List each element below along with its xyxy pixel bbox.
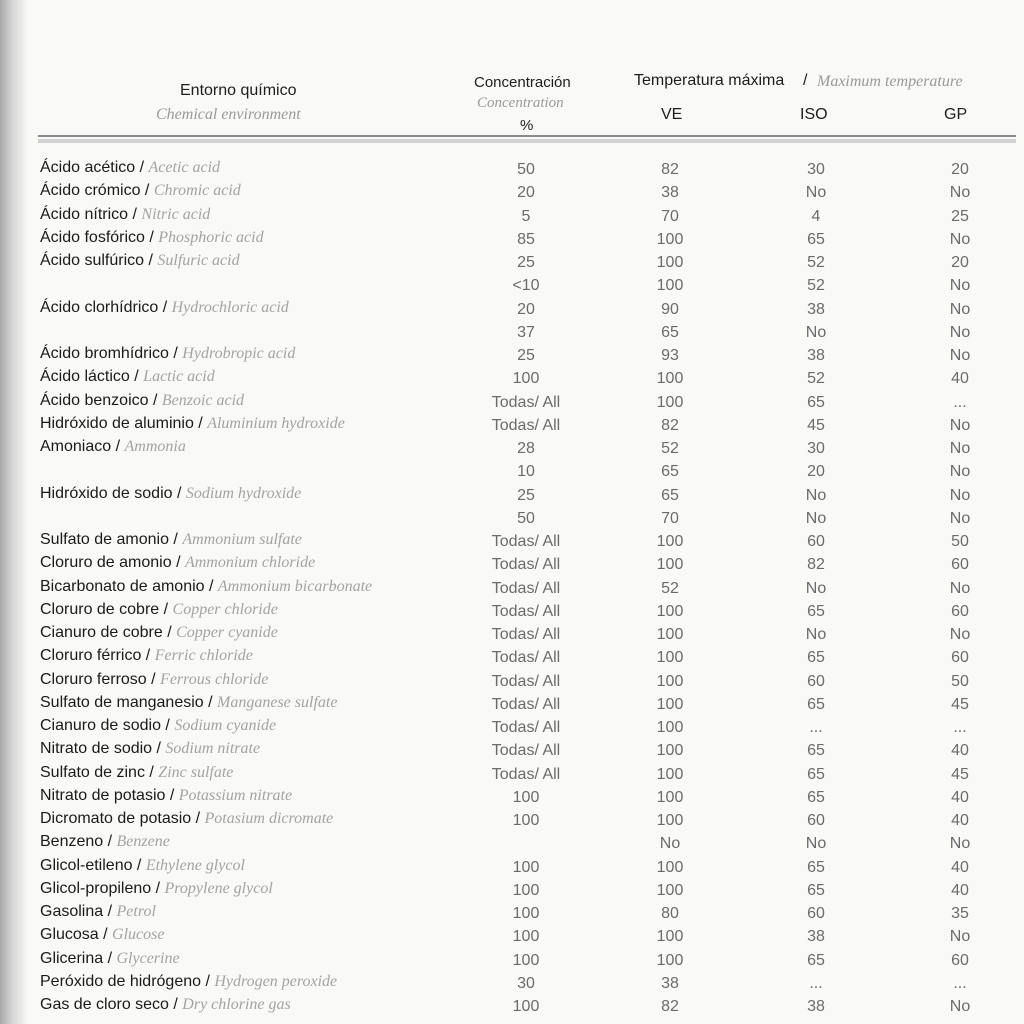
chemical-name-es: Glicol-propileno /: [40, 879, 161, 897]
chemical-name-en: Hydrobropic acid: [182, 345, 296, 362]
header-col-iso: ISO: [800, 106, 828, 123]
table-row: [0, 229, 1024, 252]
concentration-cell: 25: [517, 347, 535, 364]
table-row: [0, 508, 1024, 531]
chemical-name-es: Gas de cloro seco /: [40, 996, 178, 1013]
gp-temp-cell: 40: [951, 858, 969, 876]
concentration-cell: Todas/ All: [491, 765, 561, 783]
chemical-name: [40, 647, 253, 665]
iso-temp-cell: 65: [807, 602, 825, 620]
table-row: [0, 578, 1024, 601]
chemical-name-es: Cianuro de cobre /: [40, 624, 172, 641]
concentration-cell: Todas/ All: [491, 649, 561, 667]
concentration-cell: Todas/ All: [491, 672, 561, 690]
gp-temp-cell: 35: [951, 905, 969, 922]
gp-temp-cell: No: [949, 998, 971, 1015]
chemical-name-en: Dry chlorine gas: [182, 996, 291, 1013]
chemical-name-en: Benzene: [116, 833, 170, 851]
concentration-cell: 100: [512, 928, 540, 946]
chemical-name: [40, 926, 164, 944]
table-row: [0, 903, 1024, 926]
chemical-name-en: Aluminium hydroxide: [207, 414, 345, 432]
concentration-cell: 50: [517, 161, 535, 178]
chemical-name-es: Dicromato de potasio /: [40, 810, 201, 827]
table-row: [0, 810, 1024, 833]
gp-temp-cell: 60: [951, 951, 969, 969]
ve-temp-cell: 52: [661, 579, 679, 597]
chemical-name-es: Sulfato de zinc /: [40, 763, 154, 781]
iso-temp-cell: 60: [807, 905, 825, 922]
table-row: [0, 368, 1024, 391]
concentration-cell: Todas/ All: [491, 416, 561, 434]
concentration-cell: 85: [517, 230, 535, 248]
chemical-name: [40, 252, 240, 270]
chemical-name-en: Potasium dicromate: [204, 810, 334, 827]
chemical-name-es: Ácido crómico /: [40, 182, 150, 200]
iso-temp-cell: 65: [807, 951, 825, 969]
chemical-name-en: Glucose: [112, 926, 165, 944]
chemical-name: [40, 740, 260, 758]
concentration-cell: 100: [512, 858, 540, 876]
chemical-name-en: Copper chloride: [172, 600, 278, 618]
table-row: [0, 694, 1024, 717]
chemical-name: [40, 810, 333, 828]
concentration-cell: 37: [517, 323, 535, 341]
chemical-name-es: Sulfato de manganesio /: [40, 693, 213, 711]
ve-temp-cell: 90: [661, 300, 679, 318]
header-max-temp-separator: /: [803, 72, 808, 89]
table-row: [0, 833, 1024, 856]
table-row: [0, 461, 1024, 484]
ve-temp-cell: 70: [661, 207, 679, 225]
concentration-cell: 25: [517, 486, 535, 504]
gp-temp-cell: 40: [951, 881, 969, 899]
chemical-name-en: Petrol: [116, 903, 156, 920]
chemical-name-en: Sodium nitrate: [165, 740, 261, 758]
chemical-name: [40, 415, 345, 433]
gp-temp-cell: No: [949, 509, 971, 527]
iso-temp-cell: 65: [807, 858, 825, 876]
table-row: [0, 880, 1024, 903]
gp-temp-cell: 50: [951, 672, 969, 690]
gp-temp-cell: 25: [951, 207, 969, 225]
ve-temp-cell: 82: [661, 998, 679, 1015]
gp-temp-cell: 60: [951, 602, 969, 620]
concentration-cell: 50: [517, 509, 535, 527]
chemical-name-en: Chromic acid: [153, 182, 241, 200]
chemical-name-es: Cloruro de cobre /: [40, 600, 169, 618]
concentration-cell: Todas/ All: [491, 393, 561, 411]
header-max-temp-es: Temperatura máxima: [634, 72, 785, 89]
chemical-name-es: Hidróxido de sodio /: [40, 484, 182, 502]
chemical-name: [40, 717, 276, 735]
iso-temp-cell: 65: [807, 788, 825, 806]
header-col-ve: VE: [661, 106, 683, 123]
chemical-name: [40, 973, 337, 991]
concentration-cell: 100: [512, 905, 540, 922]
iso-temp-cell: 60: [807, 812, 825, 829]
ve-temp-cell: 80: [661, 905, 679, 922]
chemical-name-es: Benzeno /: [40, 833, 113, 851]
chemical-name: [40, 601, 278, 619]
table-row: [0, 345, 1024, 368]
concentration-cell: 100: [512, 788, 540, 806]
concentration-cell: Todas/ All: [491, 742, 561, 760]
gp-temp-cell: No: [949, 835, 971, 853]
chemical-name-en: Ammonia: [124, 438, 186, 455]
ve-temp-cell: 100: [656, 649, 684, 667]
concentration-cell: Todas/ All: [491, 556, 561, 574]
iso-temp-cell: 60: [807, 533, 825, 550]
concentration-cell: Todas/ All: [491, 695, 561, 713]
ve-temp-cell: 100: [656, 765, 684, 783]
gp-temp-cell: No: [949, 347, 971, 364]
concentration-cell: Todas/ All: [491, 719, 561, 736]
chemical-name-en: Phosphoric acid: [158, 228, 264, 246]
concentration-cell: 28: [517, 440, 535, 457]
concentration-cell: 10: [517, 463, 535, 481]
table-row: [0, 438, 1024, 461]
table-row: [0, 973, 1024, 996]
ve-temp-cell: 100: [656, 812, 684, 829]
table-row: [0, 787, 1024, 810]
header-concentration-unit: %: [520, 117, 534, 134]
ve-temp-cell: 65: [661, 323, 679, 341]
iso-temp-cell: 82: [807, 556, 825, 574]
table-row: [0, 252, 1024, 275]
chemical-name-es: Glicerina /: [40, 949, 113, 967]
table-row: [0, 671, 1024, 694]
chemical-name-en: Zinc sulfate: [158, 763, 234, 781]
iso-temp-cell: No: [805, 835, 827, 853]
chemical-name-es: Ácido sulfúrico /: [40, 252, 153, 269]
chemical-name-es: Ácido nítrico /: [40, 205, 137, 223]
gp-temp-cell: 40: [951, 370, 969, 388]
table-row: [0, 415, 1024, 438]
concentration-cell: Todas/ All: [491, 579, 561, 597]
iso-temp-cell: 52: [807, 370, 825, 388]
ve-temp-cell: 100: [656, 556, 684, 574]
iso-temp-cell: No: [805, 579, 827, 597]
header-max-temp-en: Maximum temperature: [817, 73, 963, 90]
iso-temp-cell: ...: [809, 719, 823, 736]
chemical-name-en: Ammonium bicarbonate: [217, 577, 373, 595]
chemical-name-es: Ácido acético /: [40, 159, 145, 176]
concentration-cell: Todas/ All: [491, 602, 561, 620]
chemical-name-es: Ácido bromhídrico /: [40, 345, 178, 362]
gp-temp-cell: No: [949, 230, 971, 248]
chemical-name-es: Bicarbonato de amonio /: [40, 577, 214, 595]
concentration-cell: Todas/ All: [491, 533, 561, 550]
iso-temp-cell: 38: [807, 300, 825, 318]
concentration-cell: 20: [517, 184, 535, 202]
ve-temp-cell: 100: [656, 928, 684, 946]
chemical-name-en: Lactic acid: [143, 368, 215, 386]
concentration-cell: 100: [512, 812, 540, 829]
chemical-name: [40, 438, 186, 456]
chemical-name: [40, 857, 245, 875]
chemical-name: [40, 392, 244, 410]
chemical-name-en: Glycerine: [116, 949, 180, 967]
chemical-name: [40, 903, 156, 921]
concentration-cell: Todas/ All: [491, 626, 561, 643]
concentration-cell: 25: [517, 254, 535, 271]
gp-temp-cell: No: [949, 300, 971, 318]
concentration-cell: 20: [517, 300, 535, 318]
ve-temp-cell: 100: [656, 881, 684, 899]
chemical-name-en: Ethylene glycol: [145, 856, 245, 874]
table-row: [0, 392, 1024, 415]
chemical-name: [40, 345, 295, 363]
table-row: [0, 182, 1024, 205]
header-environment-en: Chemical environment: [156, 106, 301, 123]
chemical-name-es: Cloruro de amonio /: [40, 554, 181, 572]
iso-temp-cell: 60: [807, 672, 825, 690]
chemical-name: [40, 694, 337, 712]
chemical-name-en: Ammonium chloride: [184, 554, 316, 572]
gp-temp-cell: 40: [951, 788, 969, 806]
gp-temp-cell: 50: [951, 533, 969, 550]
table-row: [0, 159, 1024, 182]
chemical-name-en: Hydrogen peroxide: [214, 972, 338, 990]
chemical-name-en: Nitric acid: [141, 205, 211, 223]
iso-temp-cell: 65: [807, 765, 825, 783]
ve-temp-cell: 100: [656, 626, 684, 643]
ve-temp-cell: 100: [656, 254, 684, 271]
table-row: [0, 322, 1024, 345]
ve-temp-cell: 100: [656, 602, 684, 620]
ve-temp-cell: 100: [656, 672, 684, 690]
gp-temp-cell: No: [949, 579, 971, 597]
chemical-name-es: Amoniaco /: [40, 438, 121, 455]
chemical-name-es: Nitrato de potasio /: [40, 786, 175, 804]
table-row: [0, 531, 1024, 554]
concentration-cell: 30: [517, 974, 535, 992]
chemical-name: [40, 578, 372, 596]
chemical-name-es: Cianuro de sodio /: [40, 717, 170, 734]
gp-temp-cell: 60: [951, 649, 969, 667]
iso-temp-cell: 38: [807, 928, 825, 946]
chemical-name-en: Ammonium sulfate: [182, 531, 302, 548]
chemical-name-en: Copper cyanide: [176, 624, 278, 641]
chemical-name-es: Glucosa /: [40, 926, 108, 944]
iso-temp-cell: 65: [807, 881, 825, 899]
table-row: [0, 717, 1024, 740]
ve-temp-cell: 100: [656, 370, 684, 388]
iso-temp-cell: No: [805, 323, 827, 341]
ve-temp-cell: 38: [661, 974, 679, 992]
header-concentration-es: Concentración: [474, 74, 571, 91]
chemical-name-en: Acetic acid: [148, 159, 221, 176]
concentration-cell: 5: [521, 207, 531, 225]
chemical-name-en: Potassium nitrate: [178, 786, 293, 804]
table-row: [0, 996, 1024, 1019]
ve-temp-cell: 100: [656, 719, 684, 736]
concentration-cell: <10: [512, 277, 540, 295]
table-row: [0, 624, 1024, 647]
ve-temp-cell: 82: [661, 161, 679, 178]
chemical-name-es: Ácido láctico /: [40, 368, 139, 386]
ve-temp-cell: 65: [661, 463, 679, 481]
chemical-name-es: Ácido fosfórico /: [40, 228, 154, 246]
ve-temp-cell: 100: [656, 230, 684, 248]
gp-temp-cell: No: [949, 416, 971, 434]
ve-temp-cell: 65: [661, 486, 679, 504]
gp-temp-cell: No: [949, 184, 971, 202]
iso-temp-cell: 65: [807, 695, 825, 713]
ve-temp-cell: 100: [656, 788, 684, 806]
chemical-name-en: Sodium hydroxide: [185, 484, 302, 502]
iso-temp-cell: ...: [809, 974, 823, 992]
chemical-name-es: Ácido benzoico /: [40, 391, 158, 409]
ve-temp-cell: 93: [661, 347, 679, 364]
ve-temp-cell: 70: [661, 509, 679, 527]
gp-temp-cell: 60: [951, 556, 969, 574]
chemical-name: [40, 764, 233, 782]
table-row: [0, 764, 1024, 787]
chemical-name-en: Sulfuric acid: [157, 252, 240, 269]
concentration-cell: 100: [512, 370, 540, 388]
iso-temp-cell: 65: [807, 742, 825, 760]
iso-temp-cell: 30: [807, 440, 825, 457]
chemical-name-en: Manganese sulfate: [217, 693, 338, 711]
iso-temp-cell: 52: [807, 254, 825, 271]
gp-temp-cell: 45: [951, 695, 969, 713]
chemical-name-es: Cloruro ferroso /: [40, 670, 156, 688]
ve-temp-cell: 100: [656, 951, 684, 969]
gp-temp-cell: No: [949, 277, 971, 295]
chemical-name: [40, 880, 273, 898]
chemical-name-en: Hydrochloric acid: [171, 298, 289, 316]
ve-temp-cell: No: [659, 835, 681, 853]
iso-temp-cell: 20: [807, 463, 825, 481]
iso-temp-cell: 38: [807, 998, 825, 1015]
gp-temp-cell: No: [949, 440, 971, 457]
gp-temp-cell: ...: [953, 974, 967, 992]
ve-temp-cell: 100: [656, 533, 684, 550]
chemical-name-en: Propylene glycol: [164, 879, 273, 897]
gp-temp-cell: No: [949, 626, 971, 643]
header-divider: [38, 135, 1016, 137]
table-row: [0, 857, 1024, 880]
gp-temp-cell: 20: [951, 254, 969, 271]
chemical-name-es: Nitrato de sodio /: [40, 740, 161, 758]
chemical-name: [40, 485, 301, 503]
table-row: [0, 206, 1024, 229]
chemical-name: [40, 368, 215, 386]
chemical-name-en: Ferrous chloride: [160, 670, 269, 688]
ve-temp-cell: 100: [656, 277, 684, 295]
gp-temp-cell: No: [949, 323, 971, 341]
table-row: [0, 647, 1024, 670]
iso-temp-cell: 65: [807, 393, 825, 411]
gp-temp-cell: No: [949, 463, 971, 481]
chemical-name-en: Sodium cyanide: [174, 717, 277, 734]
iso-temp-cell: 65: [807, 649, 825, 667]
iso-temp-cell: No: [805, 184, 827, 202]
chemical-name: [40, 787, 292, 805]
gp-temp-cell: No: [949, 928, 971, 946]
iso-temp-cell: 65: [807, 230, 825, 248]
table-row: [0, 601, 1024, 624]
header-concentration-en: Concentration: [477, 95, 564, 111]
gp-temp-cell: 20: [951, 161, 969, 178]
chemical-name: [40, 554, 315, 572]
ve-temp-cell: 100: [656, 858, 684, 876]
table-row: [0, 554, 1024, 577]
iso-temp-cell: No: [805, 509, 827, 527]
chemical-name-es: Hidróxido de aluminio /: [40, 414, 203, 432]
chemical-name-en: Benzoic acid: [161, 391, 245, 409]
concentration-cell: 100: [512, 951, 540, 969]
chemical-name: [40, 950, 180, 968]
chemical-name-es: Sulfato de amonio /: [40, 531, 178, 548]
chemical-name-en: Ferric chloride: [154, 647, 253, 665]
table-row: [0, 275, 1024, 298]
chemical-name-es: Ácido clorhídrico /: [40, 298, 168, 316]
iso-temp-cell: 52: [807, 277, 825, 295]
ve-temp-cell: 52: [661, 440, 679, 457]
gp-temp-cell: ...: [953, 393, 967, 411]
chemical-name: [40, 671, 268, 689]
table-row: [0, 740, 1024, 763]
table-row: [0, 926, 1024, 949]
chemical-name: [40, 833, 170, 851]
gp-temp-cell: 45: [951, 765, 969, 783]
header-divider-shadow: [38, 139, 1016, 143]
chemical-name: [40, 299, 289, 317]
concentration-cell: 100: [512, 881, 540, 899]
iso-temp-cell: No: [805, 486, 827, 504]
table-row: [0, 950, 1024, 973]
ve-temp-cell: 100: [656, 742, 684, 760]
iso-temp-cell: No: [805, 626, 827, 643]
concentration-cell: 100: [512, 998, 540, 1015]
gp-temp-cell: 40: [951, 742, 969, 760]
table-row: [0, 485, 1024, 508]
gp-temp-cell: No: [949, 486, 971, 504]
gp-temp-cell: 40: [951, 812, 969, 829]
chemical-name: [40, 531, 302, 549]
chemical-name: [40, 159, 220, 177]
chemical-name: [40, 624, 278, 642]
gp-temp-cell: ...: [953, 719, 967, 736]
ve-temp-cell: 100: [656, 695, 684, 713]
iso-temp-cell: 38: [807, 347, 825, 364]
header-environment-es: Entorno químico: [180, 82, 297, 99]
iso-temp-cell: 30: [807, 161, 825, 178]
table-row: [0, 299, 1024, 322]
iso-temp-cell: 4: [811, 207, 821, 225]
ve-temp-cell: 38: [661, 184, 679, 202]
header-col-gp: GP: [944, 106, 968, 123]
chemical-name: [40, 182, 241, 200]
chemical-name-es: Cloruro férrico /: [40, 647, 151, 665]
chemical-name: [40, 229, 264, 247]
ve-temp-cell: 82: [661, 416, 679, 434]
chemical-name: [40, 206, 210, 224]
chemical-name: [40, 996, 291, 1014]
chemical-name-es: Gasolina /: [40, 903, 113, 920]
chemical-name-es: Peróxido de hidrógeno /: [40, 972, 210, 990]
chemical-name-es: Glicol-etileno /: [40, 856, 142, 874]
iso-temp-cell: 45: [807, 416, 825, 434]
ve-temp-cell: 100: [656, 393, 684, 411]
